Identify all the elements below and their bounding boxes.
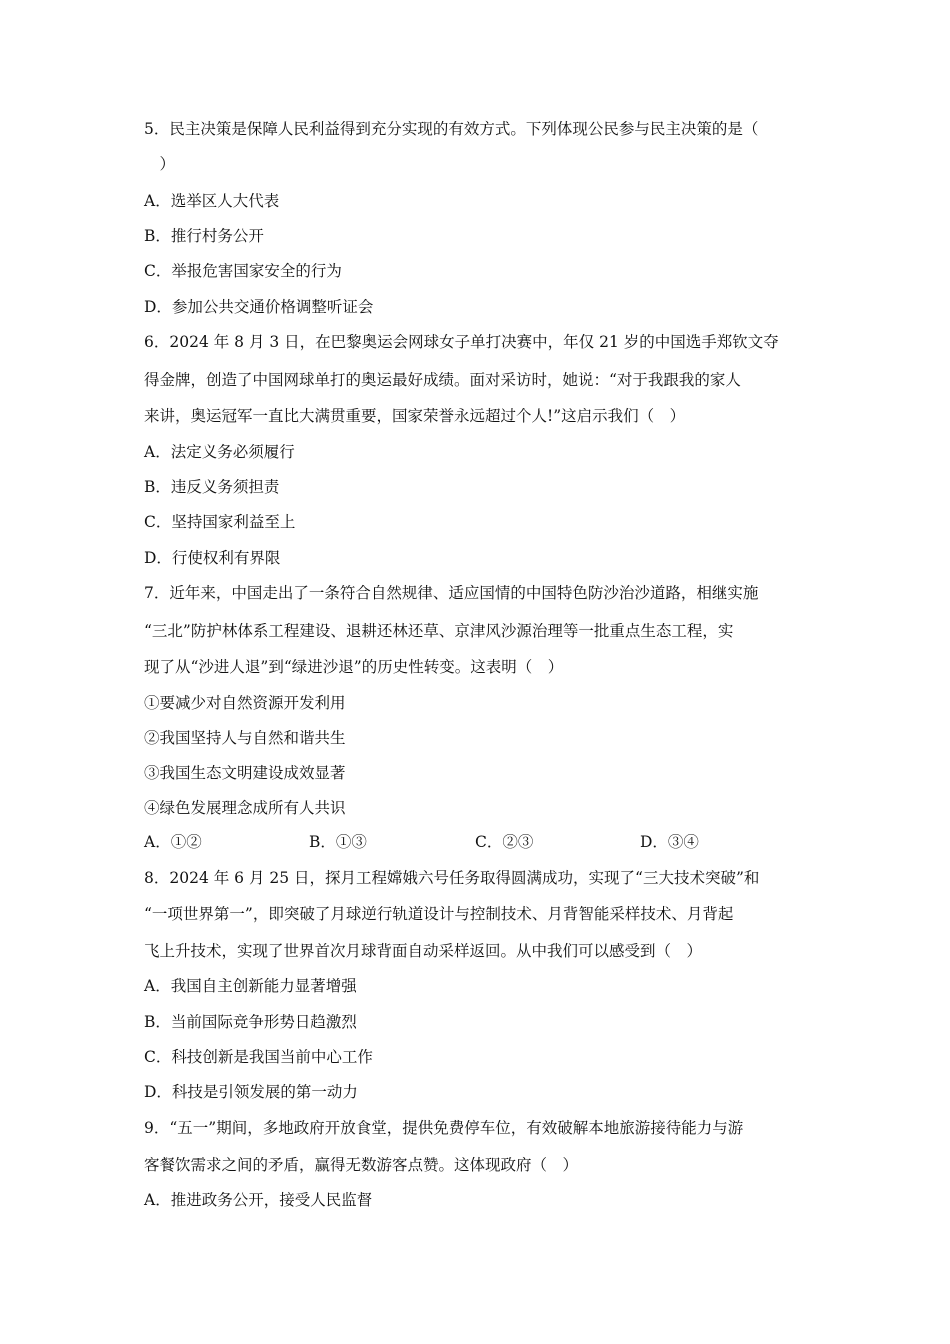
q8-option-a: A．我国自主创新能力显著增强: [144, 977, 357, 995]
q8-option-d: D．科技是引领发展的第一动力: [144, 1083, 358, 1101]
q5-stem-line-2: ）: [144, 155, 176, 173]
q7-stem-line-2: “三北”防护林体系工程建设、退耕还林还草、京津风沙源治理等一批重点生态工程，实: [144, 622, 734, 640]
q8-stem-line-1: 8．2024 年 6 月 25 日，探月工程嫦娥六号任务取得圆满成功，实现了“三大技术突破”和: [144, 869, 760, 887]
q7-stem-line-1: 7．近年来，中国走出了一条符合自然规律、适应国情的中国特色防沙治沙道路，相继实施: [144, 584, 759, 602]
q6-stem-line-1: 6．2024 年 8 月 3 日，在巴黎奥运会网球女子单打决赛中，年仅 21 岁的中国选手郑钦文夺: [144, 333, 779, 351]
q8-option-b: B．当前国际竞争形势日趋激烈: [144, 1013, 357, 1031]
q7-choice-a: A．①②: [144, 833, 202, 851]
q7-statement-1: ①要减少对自然资源开发利用: [144, 694, 346, 712]
q9-stem-line-2: 客餐饮需求之间的矛盾，赢得无数游客点赞。这体现政府（ ）: [144, 1156, 579, 1174]
q5-stem-line-1: 5．民主决策是保障人民利益得到充分实现的有效方式。下列体现公民参与民主决策的是（: [144, 120, 759, 138]
q7-choice-b: B．①③: [309, 833, 367, 851]
q7-statement-4: ④绿色发展理念成所有人共识: [144, 799, 346, 817]
q6-stem-line-3: 来讲，奥运冠军一直比大满贯重要，国家荣誉永远超过个人!”这启示我们（ ）: [144, 407, 686, 425]
q7-choice-d: D．③④: [640, 833, 699, 851]
q6-option-d: D．行使权利有界限: [144, 549, 281, 567]
q8-option-c: C．科技创新是我国当前中心工作: [144, 1048, 373, 1066]
q5-option-a: A．选举区人大代表: [144, 192, 280, 210]
q6-option-b: B．违反义务须担责: [144, 478, 280, 496]
q7-statement-3: ③我国生态文明建设成效显著: [144, 764, 346, 782]
q8-stem-line-2: “一项世界第一”，即突破了月球逆行轨道设计与控制技术、月背智能采样技术、月背起: [144, 905, 734, 923]
q5-option-d: D．参加公共交通价格调整听证会: [144, 298, 374, 316]
q6-stem-line-2: 得金牌，创造了中国网球单打的奥运最好成绩。面对采访时，她说：“对于我跟我的家人: [144, 371, 741, 389]
q5-option-c: C．举报危害国家安全的行为: [144, 262, 342, 280]
q9-stem-line-1: 9．“五一”期间，多地政府开放食堂，提供免费停车位，有效破解本地旅游接待能力与游: [144, 1119, 744, 1137]
q6-option-a: A．法定义务必须履行: [144, 443, 295, 461]
q6-option-c: C．坚持国家利益至上: [144, 513, 296, 531]
q7-stem-line-3: 现了从“沙进人退”到“绿进沙退”的历史性转变。这表明（ ）: [144, 658, 564, 676]
q8-stem-line-3: 飞上升技术，实现了世界首次月球背面自动采样返回。从中我们可以感受到（ ）: [144, 942, 703, 960]
q9-option-a: A．推进政务公开，接受人民监督: [144, 1191, 373, 1209]
q7-choice-c: C．②③: [475, 833, 534, 851]
q7-statement-2: ②我国坚持人与自然和谐共生: [144, 729, 346, 747]
q5-option-b: B．推行村务公开: [144, 227, 264, 245]
